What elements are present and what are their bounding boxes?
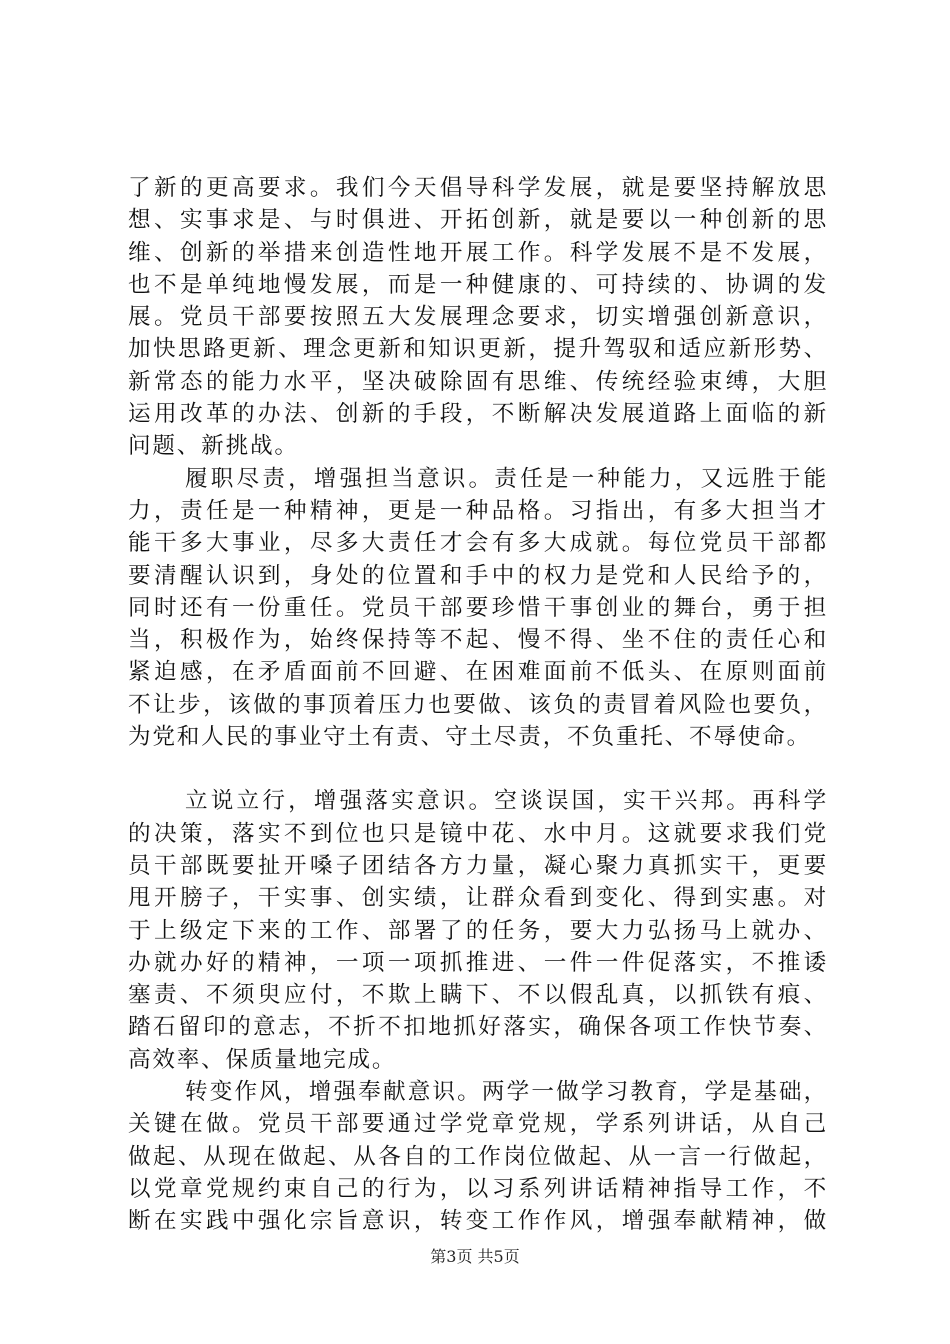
text-line: 加快思路更新、理念更新和知识更新，提升驾驭和适应新形势、 <box>128 336 828 363</box>
text-line: 同时还有一份重任。党员干部要珍惜干事创业的舞台，勇于担 <box>128 594 828 621</box>
text-line: 做起、从现在做起、从各自的工作岗位做起、从一言一行做起， <box>128 1143 828 1170</box>
text-line: 力，责任是一种精神，更是一种品格。习指出，有多大担当才 <box>128 497 828 524</box>
paragraph <box>128 785 828 1076</box>
document-body <box>128 172 828 1238</box>
text-line: 也不是单纯地慢发展，而是一种健康的、可持续的、协调的发 <box>128 271 828 298</box>
text-line: 新常态的能力水平，坚决破除固有思维、传统经验束缚，大胆 <box>128 368 828 395</box>
text-line: 当，积极作为，始终保持等不起、慢不得、坐不住的责任心和 <box>128 627 828 654</box>
text-line: 运用改革的办法、创新的手段，不断解决发展道路上面临的新 <box>128 401 828 428</box>
paragraph <box>128 172 828 463</box>
text-line: 立说立行，增强落实意识。空谈误国，实干兴邦。再科学 <box>185 788 828 815</box>
text-line: 想、实事求是、与时俱进、开拓创新，就是要以一种创新的思 <box>128 207 828 234</box>
text-line: 断在实践中强化宗旨意识，转变工作作风，增强奉献精神，做 <box>128 1208 828 1235</box>
paragraph <box>128 1076 828 1237</box>
text-line: 展。党员干部要按照五大发展理念要求，切实增强创新意识， <box>128 304 828 331</box>
text-line: 甩开膀子，干实事、创实绩，让群众看到变化、得到实惠。对 <box>128 885 828 912</box>
text-line: 履职尽责，增强担当意识。责任是一种能力，又远胜于能 <box>185 465 828 492</box>
page-footer: 第3页 共5页 <box>430 1247 520 1266</box>
text-line: 以党章党规约束自己的行为，以习系列讲话精神指导工作，不 <box>128 1175 828 1202</box>
text-line: 的决策，落实不到位也只是镜中花、水中月。这就要求我们党 <box>128 820 828 847</box>
text-line: 办就办好的精神，一项一项抓推进、一件一件促落实，不推诿 <box>128 949 828 976</box>
paragraph <box>128 463 828 754</box>
text-line: 塞责、不须臾应付，不欺上瞒下、不以假乱真，以抓铁有痕、 <box>128 982 828 1009</box>
text-line: 问题、新挑战。 <box>128 433 299 460</box>
text-line: 紧迫感，在矛盾面前不回避、在困难面前不低头、在原则面前 <box>128 659 828 686</box>
text-line: 转变作风，增强奉献意识。两学一做学习教育，学是基础， <box>185 1079 828 1106</box>
text-line: 维、创新的举措来创造性地开展工作。科学发展不是不发展， <box>128 239 828 266</box>
text-line: 员干部既要扯开嗓子团结各方力量，凝心聚力真抓实干，更要 <box>128 852 828 879</box>
text-line: 了新的更高要求。我们今天倡导科学发展，就是要坚持解放思 <box>128 175 828 201</box>
text-line: 关键在做。党员干部要通过学党章党规，学系列讲话，从自己 <box>128 1111 828 1138</box>
paragraph-gap <box>128 753 828 785</box>
text-line: 踏石留印的意志，不折不扣地抓好落实，确保各项工作快节奏、 <box>128 1014 828 1041</box>
text-line: 于上级定下来的工作、部署了的任务，要大力弘扬马上就办、 <box>128 917 828 944</box>
text-line: 能干多大事业，尽多大责任才会有多大成就。每位党员干部都 <box>128 530 828 557</box>
text-line: 要清醒认识到，身处的位置和手中的权力是党和人民给予的， <box>128 562 828 589</box>
text-line: 高效率、保质量地完成。 <box>128 1046 397 1073</box>
text-line: 为党和人民的事业守土有责、守土尽责，不负重托、不辱使命。 <box>128 724 812 751</box>
text-line: 不让步，该做的事顶着压力也要做、该负的责冒着风险也要负， <box>128 691 828 718</box>
